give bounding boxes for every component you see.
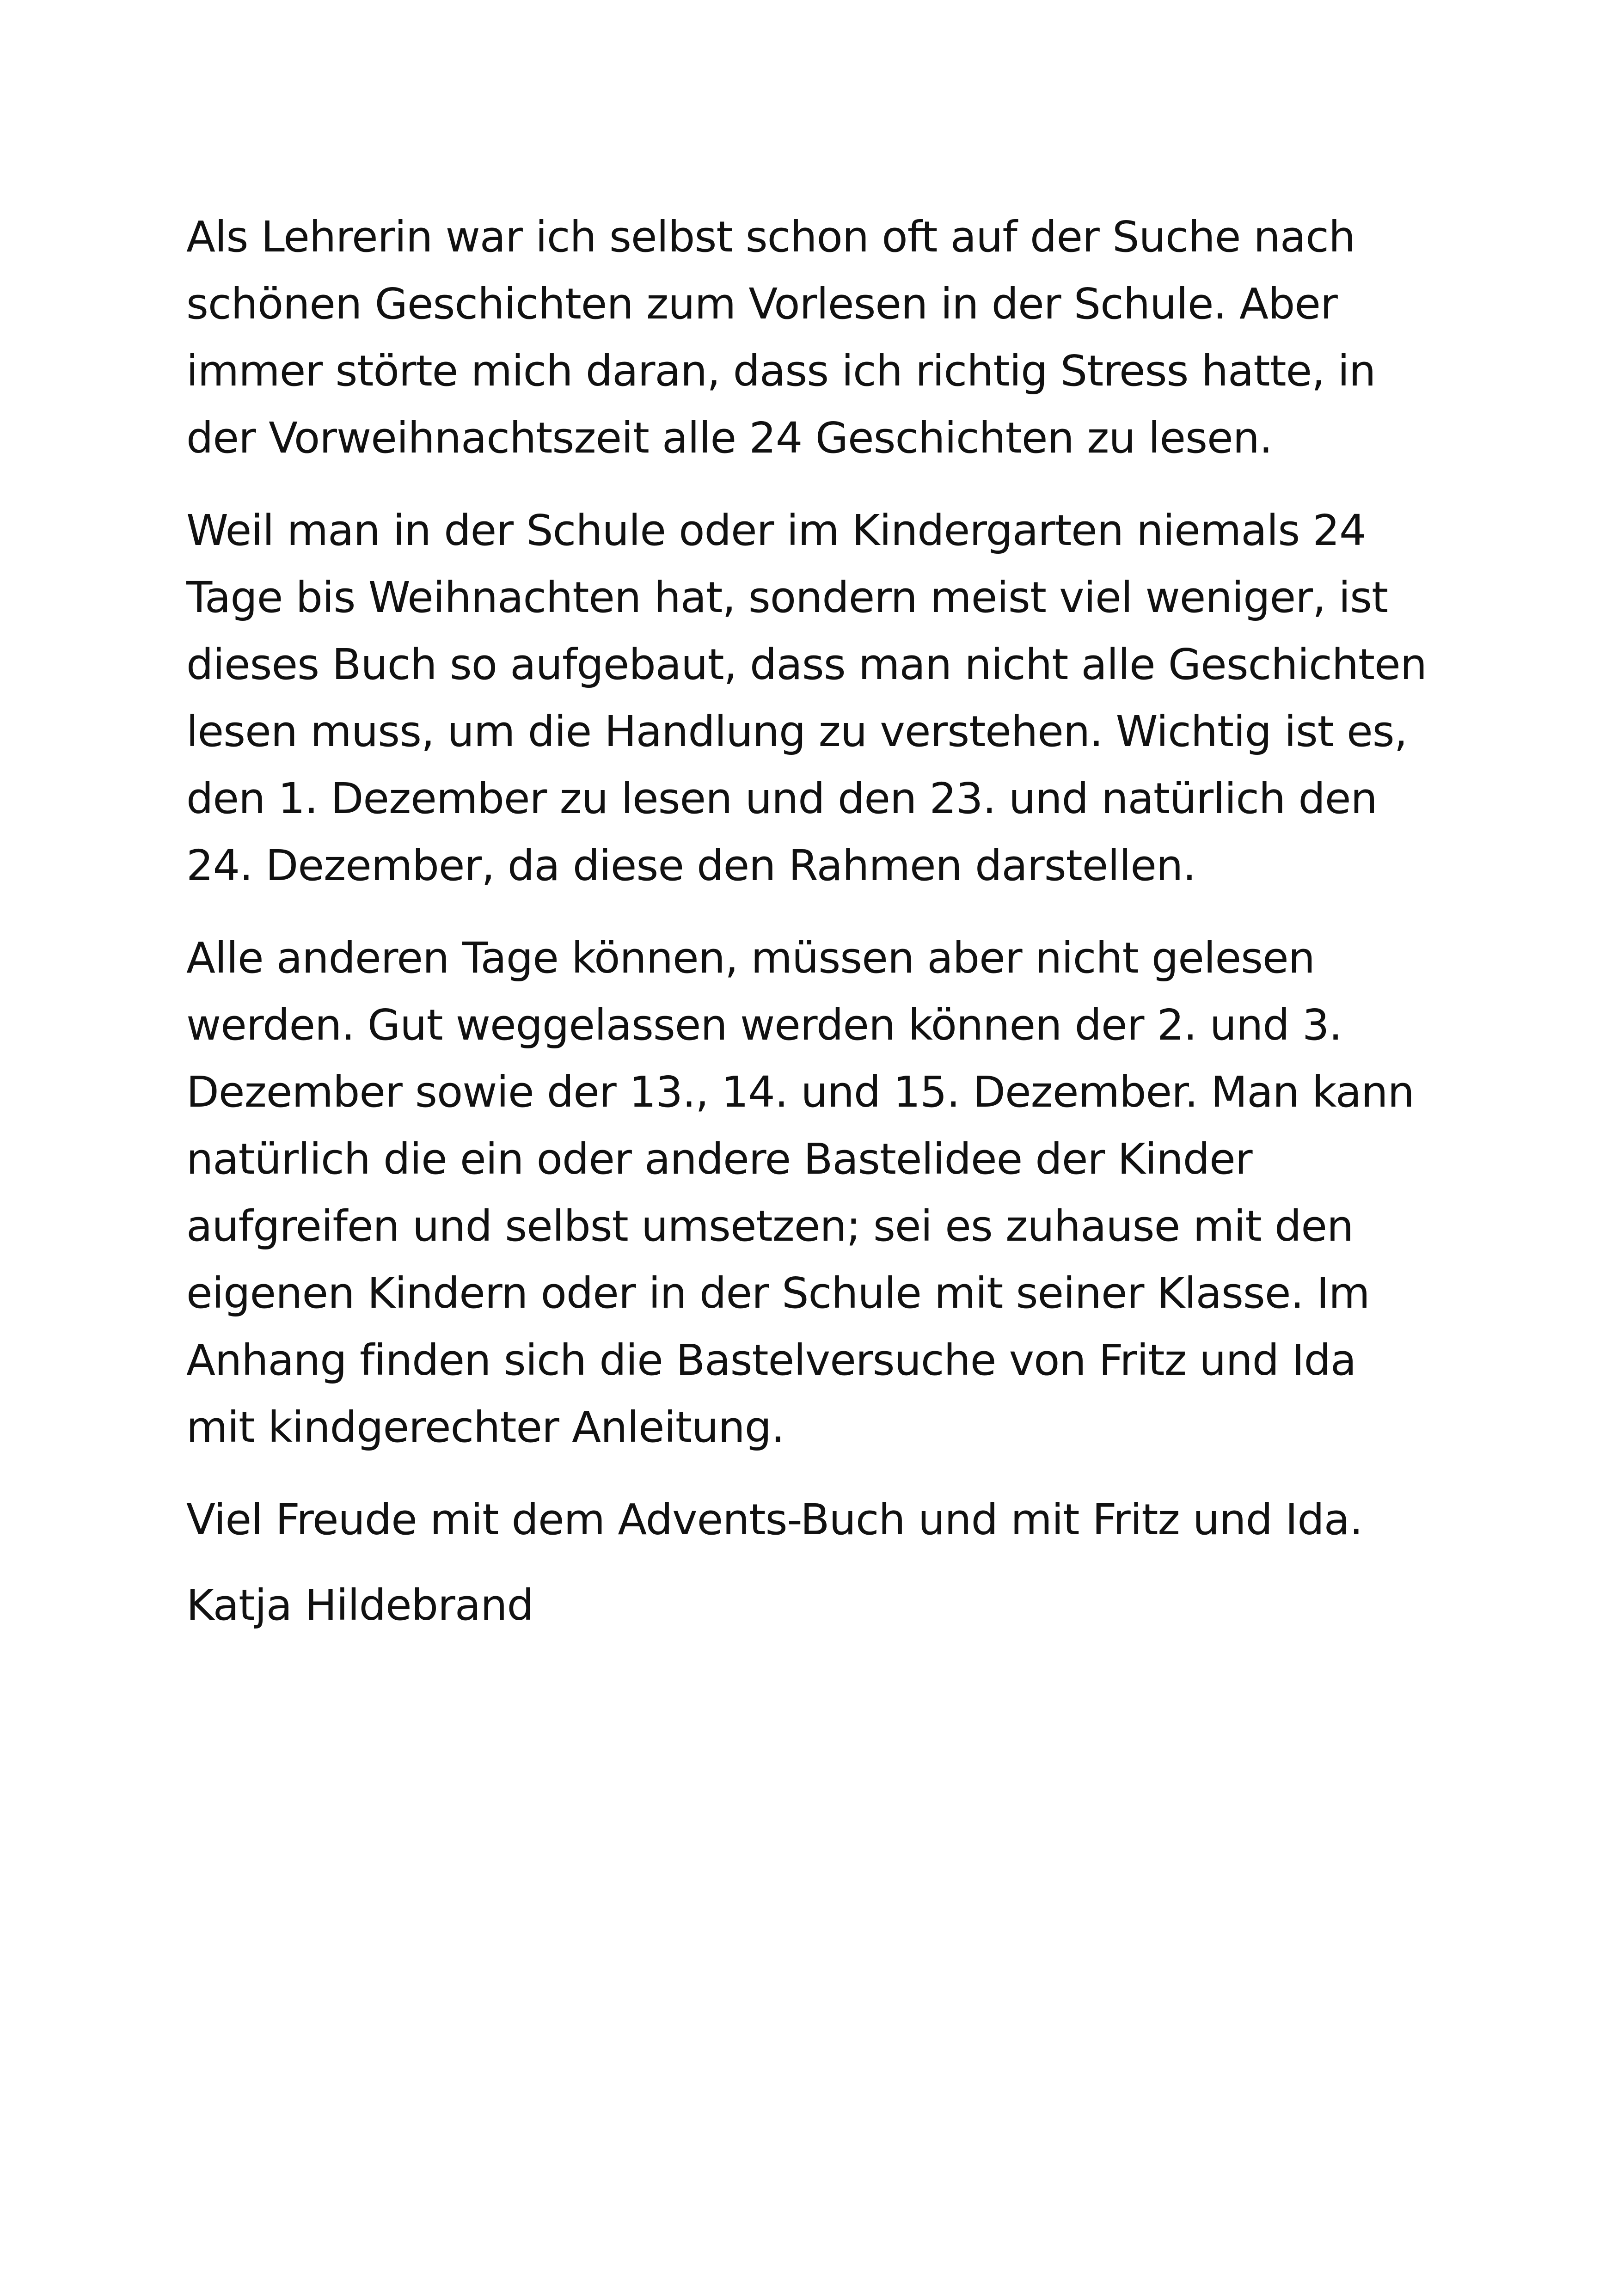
text-line: der Vorweihnachtszeit alle 24 Geschichten zu lesen. bbox=[186, 413, 1273, 463]
text-line: Weil man in der Schule oder im Kindergarten niemals 24 bbox=[186, 506, 1366, 555]
text-line: 24. Dezember, da diese den Rahmen darstellen. bbox=[186, 841, 1196, 890]
text-line: dieses Buch so aufgebaut, dass man nicht alle Geschichten bbox=[186, 640, 1427, 689]
text-line: natürlich die ein oder andere Bastelidee der Kinder bbox=[186, 1134, 1252, 1184]
text-line: lesen muss, um die Handlung zu verstehen. Wichtig ist es, bbox=[186, 707, 1407, 756]
text-line: Tage bis Weihnachten hat, sondern meist viel weniger, ist bbox=[186, 573, 1388, 622]
document-body bbox=[186, 203, 1481, 1639]
author-name: Katja Hildebrand bbox=[186, 1580, 533, 1630]
text-line: Dezember sowie der 13., 14. und 15. Dezember. Man kann bbox=[186, 1067, 1414, 1117]
text-line: Als Lehrerin war ich selbst schon oft auf der Suche nach bbox=[186, 212, 1355, 262]
paragraph-structure bbox=[186, 497, 1481, 899]
text-line: immer störte mich daran, dass ich richtig Stress hatte, in bbox=[186, 346, 1376, 396]
text-line: schönen Geschichten zum Vorlesen in der Schule. Aber bbox=[186, 279, 1337, 329]
text-line: eigenen Kindern oder in der Schule mit seiner Klasse. Im bbox=[186, 1268, 1370, 1318]
text-line: werden. Gut weggelassen werden können der 2. und 3. bbox=[186, 1000, 1342, 1050]
text-line: den 1. Dezember zu lesen und den 23. und natürlich den bbox=[186, 774, 1377, 823]
paragraph-optional-days bbox=[186, 925, 1481, 1461]
closing-text: Viel Freude mit dem Advents-Buch und mit Fritz und Ida. bbox=[186, 1495, 1363, 1544]
text-line: mit kindgerechter Anleitung. bbox=[186, 1402, 784, 1452]
paragraph-intro bbox=[186, 203, 1481, 471]
text-line: aufgreifen und selbst umsetzen; sei es zuhause mit den bbox=[186, 1201, 1354, 1251]
signature bbox=[186, 1572, 1481, 1639]
closing-line bbox=[186, 1486, 1481, 1553]
text-line: Alle anderen Tage können, müssen aber nicht gelesen bbox=[186, 933, 1315, 983]
text-line: Anhang finden sich die Bastelversuche von Fritz und Ida bbox=[186, 1335, 1356, 1385]
